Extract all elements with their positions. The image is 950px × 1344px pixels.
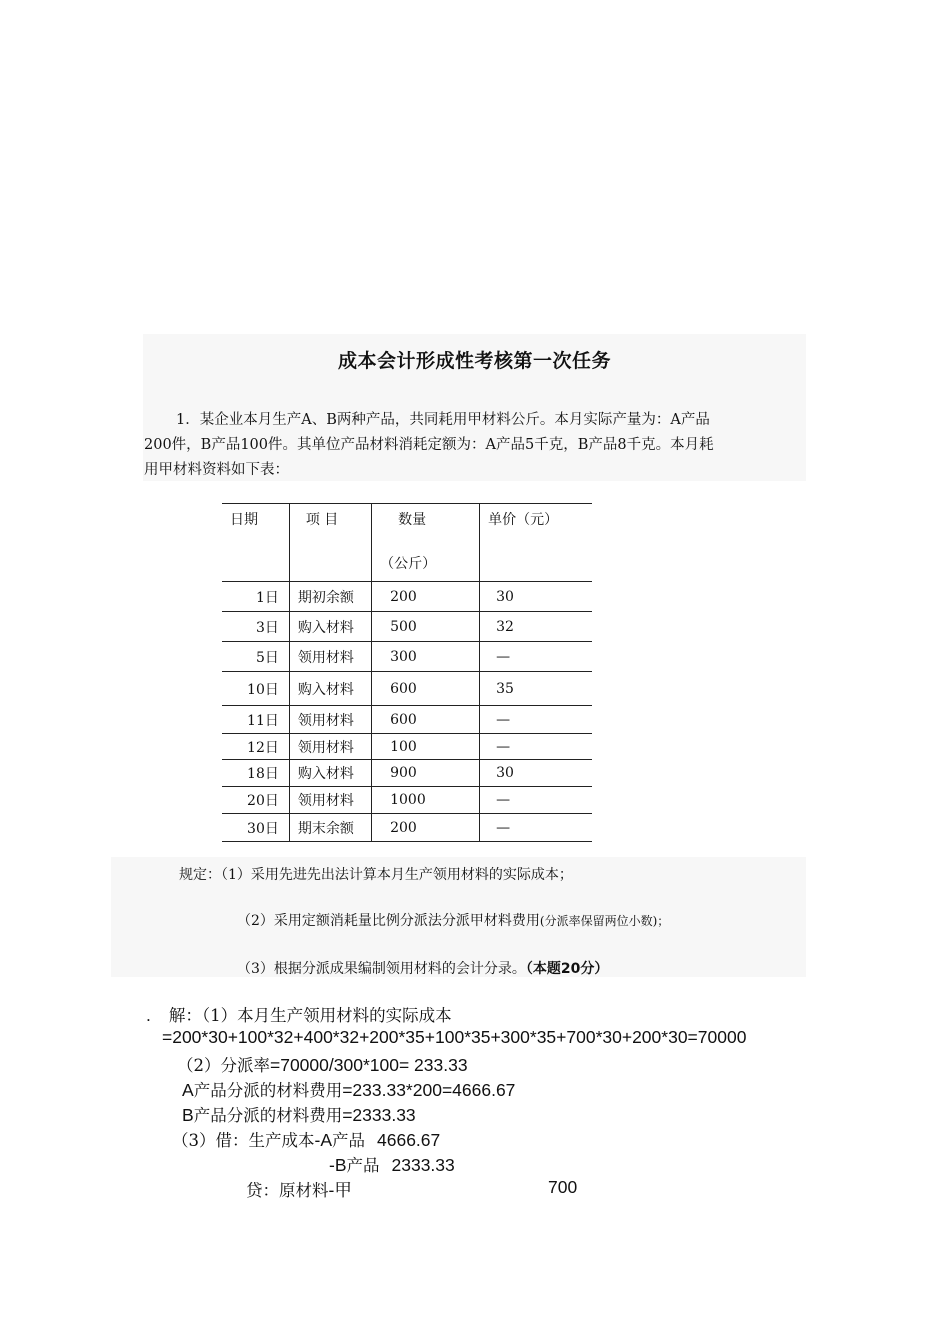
cell-qty: 100: [372, 734, 480, 760]
cell-price: —: [480, 734, 592, 760]
solution-debit-b-prod: 产品: [346, 1156, 380, 1175]
solution-credit: 贷：原材料: [246, 1181, 329, 1200]
cell-date: 30日: [222, 814, 289, 842]
header-item-label: 项 目: [305, 512, 339, 528]
solution-a-cost: =233.33*200=4666.67: [342, 1080, 516, 1100]
solution-text-3: 分派率: [220, 1056, 270, 1075]
solution-credit-mat: -甲: [328, 1180, 352, 1200]
header-qty-unit: （公斤）: [380, 556, 437, 572]
header-item: [289, 504, 371, 582]
table-row: [222, 760, 592, 787]
table-body: [222, 582, 592, 842]
cell-date: 1日: [222, 582, 289, 612]
solution-text-5: 产品分派的材料费用: [193, 1106, 343, 1125]
solution-text-4: 产品分派的材料费用: [193, 1081, 343, 1100]
requirement-2: [237, 910, 669, 930]
solution-dot: .: [146, 1005, 151, 1025]
cell-item: 领用材料: [289, 787, 371, 814]
cell-item: 购入材料: [289, 612, 371, 642]
solution-line-8: [246, 1177, 352, 1202]
solution-line-4: [182, 1077, 515, 1101]
cell-date: 11日: [222, 706, 289, 734]
header-date: 日期: [222, 504, 289, 582]
cell-item: 领用材料: [289, 642, 371, 672]
cell-price: 35: [480, 672, 592, 706]
solution-b-cost: =2333.33: [342, 1105, 416, 1125]
cell-item: 购入材料: [289, 672, 371, 706]
table-row: [222, 787, 592, 814]
solution-num-2: （2）: [177, 1056, 221, 1075]
solution-debit: 借：生产成本: [215, 1131, 315, 1150]
cell-date: 20日: [222, 787, 289, 814]
table-header-row: [222, 504, 592, 582]
cell-item: 期初余额: [289, 582, 371, 612]
solution-b-letter: B: [182, 1105, 194, 1125]
table-row: [222, 672, 592, 706]
page-title: 成本会计形成性考核第一次任务: [337, 350, 611, 372]
cell-date: 5日: [222, 642, 289, 672]
header-qty-label: 数量: [398, 512, 427, 528]
requirement-3-main: （3）根据分派成果编制领用材料的会计分录。: [237, 961, 526, 977]
requirement-1: 规定：（1）采用先进先出法计算本月生产领用材料的实际成本；: [179, 867, 573, 883]
cell-qty: 200: [372, 582, 480, 612]
cell-item: 购入材料: [289, 760, 371, 787]
table-row: [222, 734, 592, 760]
header-qty: [372, 504, 480, 582]
solution-debit-a-amount: 4666.67: [377, 1130, 441, 1150]
solution-debit-a: -A: [314, 1130, 332, 1150]
material-table: [222, 503, 592, 842]
table-row: [222, 706, 592, 734]
cell-qty: 600: [372, 706, 480, 734]
cell-date: 12日: [222, 734, 289, 760]
cell-qty: 300: [372, 642, 480, 672]
cell-qty: 1000: [372, 787, 480, 814]
cell-item: 领用材料: [289, 734, 371, 760]
solution-debit-b-amount: 2333.33: [391, 1155, 455, 1175]
solution-num-3: （3）: [172, 1131, 216, 1150]
solution-line-2: =200*30+100*32+400*32+200*35+100*35+300*35+700*30+200*30=70000: [162, 1027, 747, 1047]
cell-price: 32: [480, 612, 592, 642]
solution-a-letter: A: [182, 1080, 194, 1100]
solution-debit-a-prod: 产品: [332, 1131, 365, 1150]
cell-qty: 500: [372, 612, 480, 642]
solution-jie: 解：: [168, 1006, 202, 1025]
question-line-2: 200件，B产品100件。其单位产品材料消耗定额为：A产品5千克，B产品8千克。本月耗: [144, 437, 714, 453]
cell-date: 18日: [222, 760, 289, 787]
cell-price: —: [480, 642, 592, 672]
cell-item: 期末余额: [289, 814, 371, 842]
cell-price: —: [480, 787, 592, 814]
cell-price: 30: [480, 760, 592, 787]
cell-qty: 600: [372, 672, 480, 706]
solution-line-6: [172, 1127, 440, 1151]
cell-item: 领用材料: [289, 706, 371, 734]
solution-text-1: 本月生产领用材料的实际成本: [237, 1006, 452, 1025]
table-row: [222, 642, 592, 672]
question-line-3: 用甲材料资料如下表：: [144, 462, 289, 478]
table-row: [222, 612, 592, 642]
solution-line-3: [177, 1052, 468, 1076]
cell-date: 3日: [222, 612, 289, 642]
requirement-2-main: （2）采用定额消耗量比例分派法分派甲材料费用: [237, 913, 540, 929]
solution-line-1: [146, 1002, 452, 1026]
cell-price: —: [480, 706, 592, 734]
solution-credit-amount: 700: [548, 1177, 578, 1197]
question-line-1: 1．某企业本月生产A、B两种产品，共同耗用甲材料公斤。本月实际产量为：A产品: [176, 412, 710, 428]
cell-qty: 900: [372, 760, 480, 787]
cell-price: 30: [480, 582, 592, 612]
solution-line-5: [182, 1102, 416, 1126]
header-price: 单价（元）: [480, 504, 592, 582]
requirement-2-note: (分派率保留两位小数)；: [539, 914, 670, 928]
cell-price: —: [480, 814, 592, 842]
table-row: [222, 814, 592, 842]
requirement-3-score: （本题20分）: [525, 961, 609, 977]
solution-debit-b: -B: [329, 1155, 347, 1175]
requirement-3: [237, 958, 608, 978]
solution-rate: =70000/300*100= 233.33: [270, 1055, 468, 1075]
table-row: [222, 582, 592, 612]
cell-date: 10日: [222, 672, 289, 706]
cell-qty: 200: [372, 814, 480, 842]
solution-num-1: （1）: [201, 1006, 238, 1025]
solution-line-7: [329, 1152, 455, 1176]
